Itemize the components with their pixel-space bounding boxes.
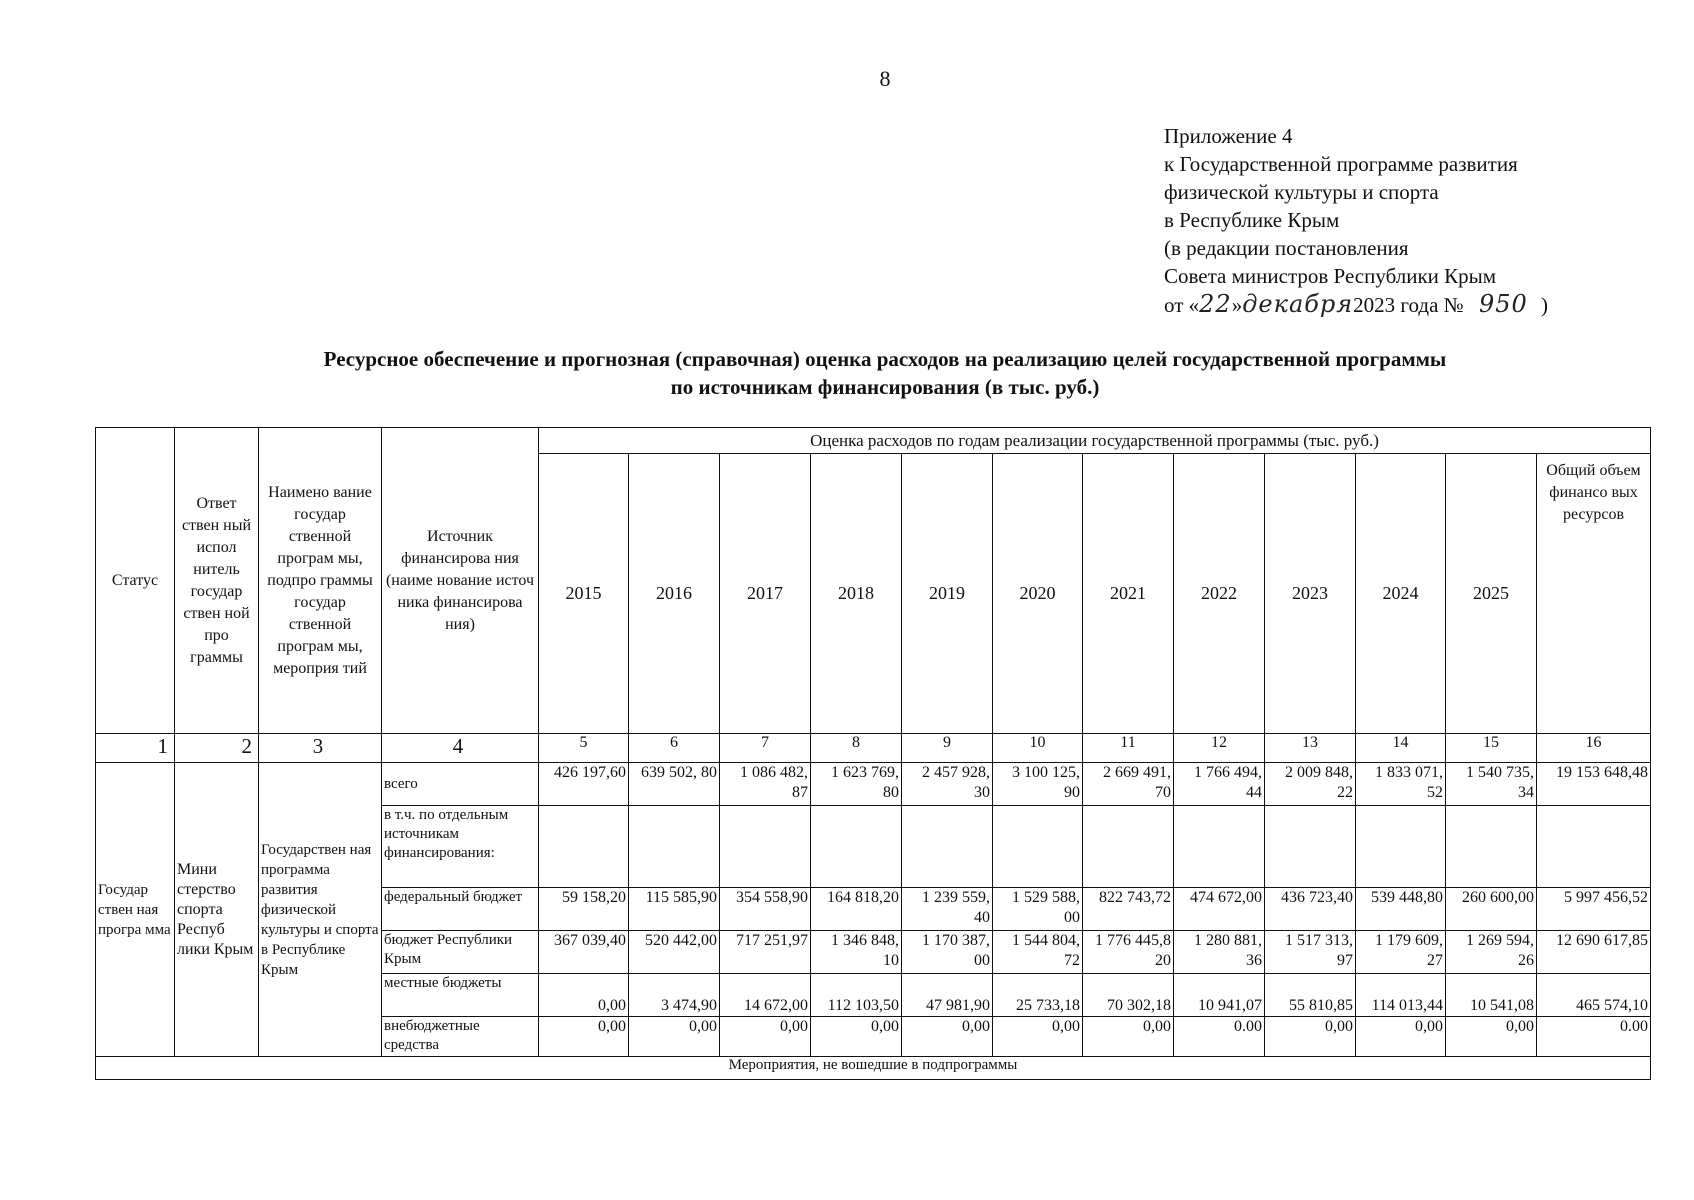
- source-cell: в т.ч. по отдельным источникам финансирования:: [382, 806, 539, 888]
- appendix-line: в Республике Крым: [1164, 208, 1340, 232]
- value-cell: 164 818,20: [811, 888, 902, 931]
- appendix-line: Совета министров Республики Крым: [1164, 264, 1497, 288]
- value-cell: [720, 806, 811, 888]
- value-cell: 0,00: [629, 1017, 720, 1057]
- value-cell: 465 574,10: [1537, 974, 1651, 1017]
- source-cell: всего: [382, 763, 539, 806]
- appendix-line: физической культуры и спорта: [1164, 180, 1439, 204]
- header-estimate-group: Оценка расходов по годам реализации государственной программы (тыс. руб.): [539, 428, 1651, 454]
- value-cell: 2 457 928, 30: [902, 763, 993, 806]
- header-year: 2020: [993, 454, 1083, 734]
- date-prefix: от «: [1164, 293, 1200, 317]
- value-cell: 520 442,00: [629, 931, 720, 974]
- column-number: 9: [902, 734, 993, 763]
- value-cell: 14 672,00: [720, 974, 811, 1017]
- value-cell: [902, 806, 993, 888]
- value-cell: [993, 806, 1083, 888]
- value-cell: 70 302,18: [1083, 974, 1174, 1017]
- value-cell: 539 448,80: [1356, 888, 1446, 931]
- value-cell: 1 529 588, 00: [993, 888, 1083, 931]
- value-cell: 55 810,85: [1265, 974, 1356, 1017]
- value-cell: [1083, 806, 1174, 888]
- header-year: 2016: [629, 454, 720, 734]
- status-cell: Государ ствен ная програ мма: [96, 763, 175, 1057]
- value-cell: 0,00: [902, 1017, 993, 1057]
- header-status: Статус: [96, 428, 175, 734]
- column-number: 7: [720, 734, 811, 763]
- value-cell: [1265, 806, 1356, 888]
- header-funding-source: Источник финансирова ния (наиме нование источ ника финансирова ния): [382, 428, 539, 734]
- header-year: 2017: [720, 454, 811, 734]
- header-year: 2019: [902, 454, 993, 734]
- value-cell: [1174, 806, 1265, 888]
- title-line-2: по источникам финансирования (в тыс. руб.): [670, 375, 1100, 399]
- value-cell: 0,00: [539, 974, 629, 1017]
- value-cell: 112 103,50: [811, 974, 902, 1017]
- source-cell: внебюджетные средства: [382, 1017, 539, 1057]
- value-cell: 1 086 482, 87: [720, 763, 811, 806]
- column-number: 11: [1083, 734, 1174, 763]
- value-cell: 12 690 617,85: [1537, 931, 1651, 974]
- header-year: 2018: [811, 454, 902, 734]
- column-number: 6: [629, 734, 720, 763]
- value-cell: 474 672,00: [1174, 888, 1265, 931]
- value-cell: 25 733,18: [993, 974, 1083, 1017]
- header-total: Общий объем финансо вых ресурсов: [1537, 454, 1651, 734]
- value-cell: 0.00: [1174, 1017, 1265, 1057]
- header-year: 2024: [1356, 454, 1446, 734]
- value-cell: 0,00: [811, 1017, 902, 1057]
- value-cell: 822 743,72: [1083, 888, 1174, 931]
- column-number-row: [96, 734, 1651, 763]
- source-cell: местные бюджеты: [382, 974, 539, 1017]
- handwritten-doc-number: 950: [1478, 290, 1528, 318]
- value-cell: 2 009 848, 22: [1265, 763, 1356, 806]
- value-cell: 2 669 491, 70: [1083, 763, 1174, 806]
- value-cell: 1 346 848, 10: [811, 931, 902, 974]
- value-cell: 59 158,20: [539, 888, 629, 931]
- column-number: 12: [1174, 734, 1265, 763]
- title-line-1: Ресурсное обеспечение и прогнозная (справочная) оценка расходов на реализацию целей государственной программы: [323, 347, 1447, 371]
- value-cell: 426 197,60: [539, 763, 629, 806]
- column-number: 16: [1537, 734, 1651, 763]
- value-cell: 1 239 559, 40: [902, 888, 993, 931]
- column-number: 4: [382, 734, 539, 763]
- source-cell: бюджет Республики Крым: [382, 931, 539, 974]
- header-year: 2023: [1265, 454, 1356, 734]
- handwritten-month: декабря: [1242, 290, 1354, 318]
- value-cell: 0,00: [720, 1017, 811, 1057]
- value-cell: 1 776 445,8 20: [1083, 931, 1174, 974]
- value-cell: 47 981,90: [902, 974, 993, 1017]
- appendix-date-line: [1164, 290, 1548, 319]
- value-cell: 0,00: [1446, 1017, 1537, 1057]
- value-cell: 0,00: [1083, 1017, 1174, 1057]
- value-cell: 1 179 609, 27: [1356, 931, 1446, 974]
- header-year: 2022: [1174, 454, 1265, 734]
- value-cell: 717 251,97: [720, 931, 811, 974]
- value-cell: 1 833 071, 52: [1356, 763, 1446, 806]
- table-footer-row: [96, 1057, 1651, 1080]
- value-cell: 19 153 648,48: [1537, 763, 1651, 806]
- value-cell: 10 941,07: [1174, 974, 1265, 1017]
- value-cell: 10 541,08: [1446, 974, 1537, 1017]
- value-cell: 436 723,40: [1265, 888, 1356, 931]
- header-year: 2025: [1446, 454, 1537, 734]
- header-year: 2021: [1083, 454, 1174, 734]
- date-mid: »: [1231, 293, 1243, 317]
- value-cell: 1 269 594, 26: [1446, 931, 1537, 974]
- appendix-line: (в редакции постановления: [1164, 236, 1409, 260]
- value-cell: [1537, 806, 1651, 888]
- column-number: 2: [175, 734, 259, 763]
- value-cell: 3 100 125, 90: [993, 763, 1083, 806]
- handwritten-day: 22: [1199, 290, 1232, 318]
- value-cell: [811, 806, 902, 888]
- value-cell: 367 039,40: [539, 931, 629, 974]
- header-year: 2015: [539, 454, 629, 734]
- value-cell: [629, 806, 720, 888]
- appendix-block: [1164, 122, 1548, 319]
- value-cell: 0,00: [1265, 1017, 1356, 1057]
- program-name-cell: Государствен ная программа развития физической культуры и спорта в Республике Крым: [259, 763, 382, 1057]
- value-cell: 5 997 456,52: [1537, 888, 1651, 931]
- value-cell: 1 280 881, 36: [1174, 931, 1265, 974]
- table-row: [96, 763, 1651, 806]
- value-cell: 1 623 769, 80: [811, 763, 902, 806]
- column-number: 8: [811, 734, 902, 763]
- column-number: 3: [259, 734, 382, 763]
- value-cell: 1 517 313, 97: [1265, 931, 1356, 974]
- value-cell: 354 558,90: [720, 888, 811, 931]
- appendix-line: Приложение 4: [1164, 124, 1293, 148]
- date-close: ): [1541, 293, 1549, 317]
- value-cell: 1 766 494, 44: [1174, 763, 1265, 806]
- column-number: 13: [1265, 734, 1356, 763]
- value-cell: 260 600,00: [1446, 888, 1537, 931]
- document-title: [0, 345, 1694, 401]
- date-year: 2023 года №: [1353, 293, 1464, 317]
- value-cell: 639 502, 80: [629, 763, 720, 806]
- column-number: 1: [96, 734, 175, 763]
- header-program-name: Наимено вание государ ственной програм мы, подпро граммы государ ственной програм мы, мероприя тий: [259, 428, 382, 734]
- value-cell: 115 585,90: [629, 888, 720, 931]
- value-cell: [1356, 806, 1446, 888]
- column-number: 15: [1446, 734, 1537, 763]
- executor-cell: Мини стерство спорта Респуб лики Крым: [175, 763, 259, 1057]
- appendix-line: к Государственной программе развития: [1164, 152, 1518, 176]
- value-cell: 1 544 804, 72: [993, 931, 1083, 974]
- value-cell: 0,00: [539, 1017, 629, 1057]
- value-cell: 3 474,90: [629, 974, 720, 1017]
- column-number: 14: [1356, 734, 1446, 763]
- header-executor: Ответ ствен ный испол нитель государ ствен ной про граммы: [175, 428, 259, 734]
- page-number: 8: [879, 66, 891, 91]
- value-cell: 114 013,44: [1356, 974, 1446, 1017]
- value-cell: 0,00: [1356, 1017, 1446, 1057]
- value-cell: 1 170 387, 00: [902, 931, 993, 974]
- source-cell: федеральный бюджет: [382, 888, 539, 931]
- table-footer: Мероприятия, не вошедшие в подпрограммы: [96, 1057, 1651, 1080]
- value-cell: [1446, 806, 1537, 888]
- value-cell: 0.00: [1537, 1017, 1651, 1057]
- value-cell: 1 540 735, 34: [1446, 763, 1537, 806]
- column-number: 10: [993, 734, 1083, 763]
- budget-table: [95, 427, 1651, 1080]
- column-number: 5: [539, 734, 629, 763]
- value-cell: 0,00: [993, 1017, 1083, 1057]
- value-cell: [539, 806, 629, 888]
